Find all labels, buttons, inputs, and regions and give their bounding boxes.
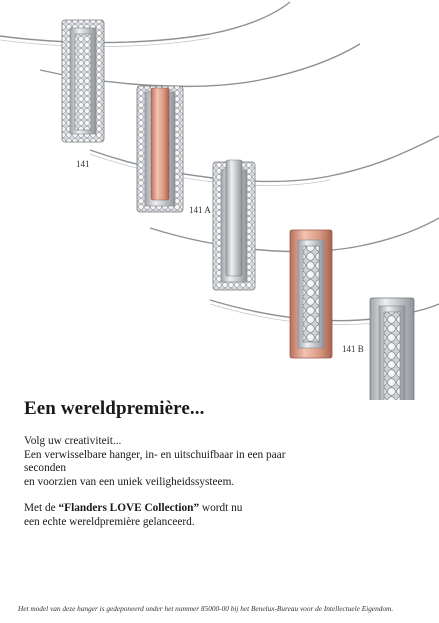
pendant-141a-rose	[137, 86, 183, 212]
launch-line: een echte wereldpremière gelanceerd.	[24, 515, 195, 528]
description-line-1: Een verwisselbare hanger, in- en uitschuifbaar in een paar seconden	[24, 448, 286, 475]
page-title: Een wereldpremière...	[24, 398, 205, 419]
pendant-141	[62, 20, 104, 142]
collection-suffix: wordt nu	[199, 502, 243, 515]
description-line-2: en voorzien van een uniek veiligheidssysteem.	[24, 475, 235, 488]
ref-label-141: 141	[76, 159, 90, 169]
legal-footer: Het model van deze hanger is gedeponeerd onder het nummer 85000-00 bij het Benelux-Bureau voor de Intellectuele Eigendom.	[18, 604, 394, 613]
pendant-141b-silver	[370, 298, 414, 400]
body-text	[24, 435, 324, 530]
pendant-141a-silver	[213, 160, 255, 290]
collection-prefix: Met de	[24, 502, 59, 515]
collection-line	[24, 502, 324, 516]
ref-label-141a: 141 A	[189, 205, 211, 215]
pendant-141b-rose	[290, 230, 332, 358]
ref-label-141b: 141 B	[342, 344, 364, 354]
intro-line: Volg uw creativiteit...	[24, 435, 122, 447]
collection-name: “Flanders LOVE Collection”	[58, 502, 200, 515]
